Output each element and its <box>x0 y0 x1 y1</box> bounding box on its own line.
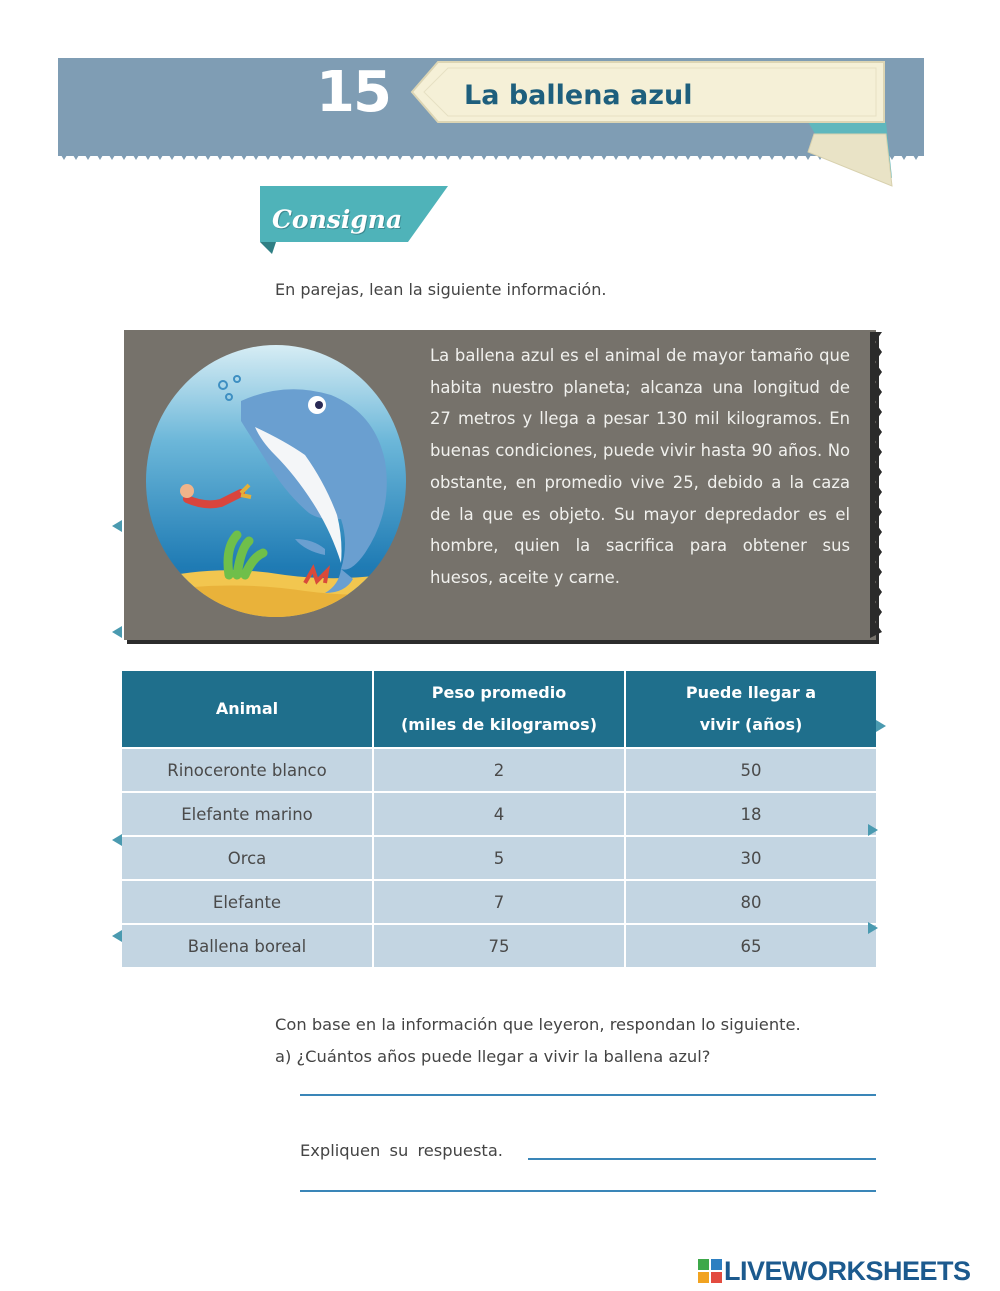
cell-peso: 75 <box>373 924 625 968</box>
questions-intro: Con base en la información que leyeron, respondan lo siguiente. <box>275 1015 801 1034</box>
cell-peso: 2 <box>373 748 625 792</box>
brand-text: LIVEWORKSHEETS <box>724 1256 971 1286</box>
corner-tick <box>868 824 878 836</box>
cell-animal: Elefante <box>121 880 373 924</box>
whale-illustration <box>145 343 407 623</box>
header-animal: Animal <box>121 670 373 748</box>
corner-tick <box>112 834 122 846</box>
cell-vida: 30 <box>625 836 877 880</box>
cell-peso: 4 <box>373 792 625 836</box>
explain-second-line[interactable] <box>300 1190 876 1192</box>
lesson-title: La ballena azul <box>464 80 693 111</box>
cell-animal: Ballena boreal <box>121 924 373 968</box>
lesson-number: 15 <box>316 60 390 125</box>
corner-tick <box>112 930 122 942</box>
table-row <box>121 748 877 792</box>
corner-tick <box>112 520 122 532</box>
cell-vida: 65 <box>625 924 877 968</box>
corner-tick <box>112 626 122 638</box>
cell-animal: Orca <box>121 836 373 880</box>
cell-vida: 18 <box>625 792 877 836</box>
explain-label: Expliquen su respuesta. <box>300 1141 503 1160</box>
corner-tick <box>868 922 878 934</box>
cell-vida: 50 <box>625 748 877 792</box>
table-row <box>121 792 877 836</box>
instruction-text: En parejas, lean la siguiente información. <box>275 280 607 299</box>
table-row <box>121 924 877 968</box>
cell-peso: 5 <box>373 836 625 880</box>
table-header-row <box>121 670 877 748</box>
liveworksheets-logo-icon <box>698 1259 722 1283</box>
animals-table <box>120 669 878 969</box>
table-row <box>121 880 877 924</box>
table-row <box>121 836 877 880</box>
cell-vida: 80 <box>625 880 877 924</box>
consigna-label: Consigna <box>272 205 403 234</box>
cell-peso: 7 <box>373 880 625 924</box>
question-a: a) ¿Cuántos años puede llegar a vivir la ballena azul? <box>275 1047 711 1066</box>
info-paragraph: La ballena azul es el animal de mayor tamaño que habita nuestro planeta; alcanza una longitud de 27 metros y llega a pesar 130 mil kilogramos. En buenas condiciones, puede vivir hasta 90 años. No obstante, en promedio vive 25, debido a la caza de la que es objeto. Su mayor depredador es el hombre, quien la sacrifica para obtener sus huesos, aceite y carne. <box>430 346 850 587</box>
cell-animal: Rinoceronte blanco <box>121 748 373 792</box>
header-vida: Puede llegar a vivir (años) <box>625 670 877 748</box>
explain-answer-line[interactable] <box>528 1158 876 1160</box>
liveworksheets-brand <box>698 1256 971 1286</box>
header-peso: Peso promedio (miles de kilogramos) <box>373 670 625 748</box>
corner-tick <box>876 720 886 732</box>
answer-a-line[interactable] <box>300 1094 876 1096</box>
card-torn-edge <box>870 332 884 638</box>
cell-animal: Elefante marino <box>121 792 373 836</box>
